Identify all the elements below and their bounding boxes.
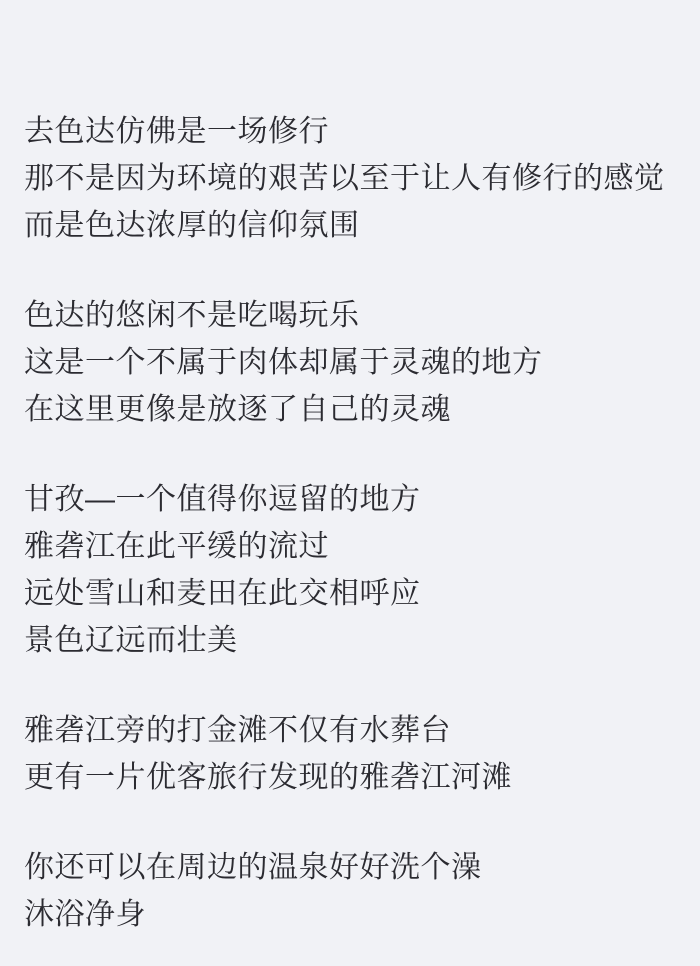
text-line: 在这里更像是放逐了自己的灵魂	[24, 393, 451, 426]
text-line: 远处雪山和麦田在此交相呼应	[24, 577, 421, 610]
text-line: 你还可以在周边的温泉好好洗个澡	[24, 851, 482, 884]
paragraph	[24, 476, 676, 664]
text-line: 而是色达浓厚的信仰氛围	[24, 209, 360, 242]
text-line: 雅砻江在此平缓的流过	[24, 530, 329, 563]
text-line: 这是一个不属于肉体却属于灵魂的地方	[24, 346, 543, 379]
text-line: 雅砻江旁的打金滩不仅有水葬台	[24, 714, 451, 747]
text-line: 沐浴净身	[24, 898, 146, 931]
paragraph	[24, 707, 676, 801]
text-line: 色达的悠闲不是吃喝玩乐	[24, 299, 360, 332]
paragraph	[24, 844, 676, 938]
paragraph	[24, 108, 676, 249]
paragraph	[24, 292, 676, 433]
text-line: 景色辽远而壮美	[24, 624, 238, 657]
text-line: 那不是因为环境的艰苦以至于让人有修行的感觉	[24, 162, 665, 195]
text-line: 更有一片优客旅行发现的雅砻江河滩	[24, 761, 512, 794]
text-line: 去色达仿佛是一场修行	[24, 115, 329, 148]
text-line: 甘孜—一个值得你逗留的地方	[24, 483, 421, 516]
